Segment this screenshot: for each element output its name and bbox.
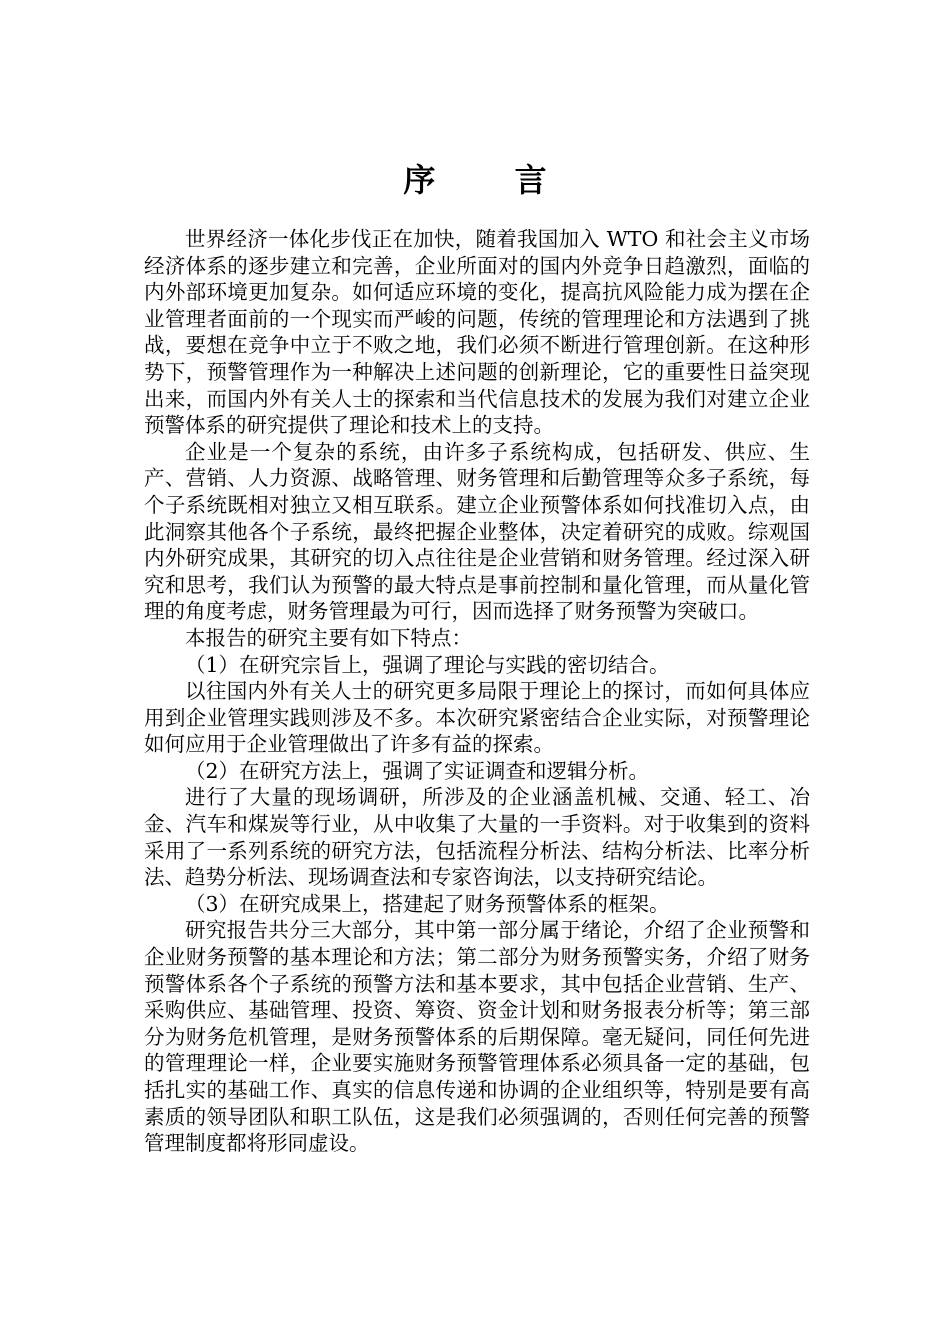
paragraph-features-lead: 本报告的研究主要有如下特点： <box>185 625 472 650</box>
paragraph-feature-1-heading: （1）在研究宗旨上，强调了理论与实践的密切结合。 <box>185 652 670 677</box>
paragraph-feature-1-body: 以往国内外有关人士的研究更多局限于理论上的探讨，而如何具体应用到企业管理实践则涉及不多。本次研究紧密结合企业实际，对预警理论如何应用于企业管理做出了许多有益的探索。 <box>144 679 810 757</box>
paragraph-feature-3-heading: （3）在研究成果上，搭建起了财务预警体系的框架。 <box>185 891 670 916</box>
paragraph-feature-3-body: 研究报告共分三大部分，其中第一部分属于绪论，介绍了企业预警和企业财务预警的基本理论和方法；第二部分为财务预警实务，介绍了财务预警体系各个子系统的预警方法和基本要求，其中包括企业营销、生产、采购供应、基础管理、投资、筹资、资金计划和财务报表分析等；第三部分为财务危机管理，是财务预警体系的后期保障。毫无疑问，同任何先进的管理理论一样，企业要实施财务预警管理体系必须具备一定的基础，包括扎实的基础工作、真实的信息传递和协调的企业组织等，特别是要有高素质的领导团队和职工队伍，这是我们必须强调的，否则任何完善的预警管理制度都将形同虚设。 <box>144 918 810 1156</box>
paragraph-intro: 世界经济一体化步伐正在加快，随着我国加入 WTO 和社会主义市场经济体系的逐步建立和完善，企业所面对的国内外竞争日趋激烈，面临的内外部环境更加复杂。如何适应环境的变化，提高抗风险能力成为摆在企业管理者面前的一个现实而严峻的问题，传统的管理理论和方法遇到了挑战，要想在竞争中立于不败之地，我们必须不断进行管理创新。在这种形势下，预警管理作为一种解决上述问题的创新理论，它的重要性日益突现出来，而国内外有关人士的探索和当代信息技术的发展为我们对建立企业预警体系的研究提供了理论和技术上的支持。 <box>144 227 810 438</box>
paragraph-feature-2-heading: （2）在研究方法上，强调了实证调查和逻辑分析。 <box>185 758 650 783</box>
page-title: 序 言 <box>403 161 581 199</box>
paragraph-feature-2-body: 进行了大量的现场调研，所涉及的企业涵盖机械、交通、轻工、冶金、汽车和煤炭等行业，从中收集了大量的一手资料。对于收集到的资料采用了一系列系统的研究方法，包括流程分析法、结构分析法、比率分析法、趋势分析法、现场调查法和专家咨询法，以支持研究结论。 <box>144 785 810 890</box>
preface-body <box>144 226 810 1157</box>
paragraph-enterprise-system: 企业是一个复杂的系统，由许多子系统构成，包括研发、供应、生产、营销、人力资源、战略管理、财务管理和后勤管理等众多子系统，每个子系统既相对独立又相互联系。建立企业预警体系如何找准切入点，由此洞察其他各个子系统，最终把握企业整体，决定着研究的成败。综观国内外研究成果，其研究的切入点往往是企业营销和财务管理。经过深入研究和思考，我们认为预警的最大特点是事前控制和量化管理，而从量化管理的角度考虑，财务管理最为可行，因而选择了财务预警为突破口。 <box>144 439 810 624</box>
